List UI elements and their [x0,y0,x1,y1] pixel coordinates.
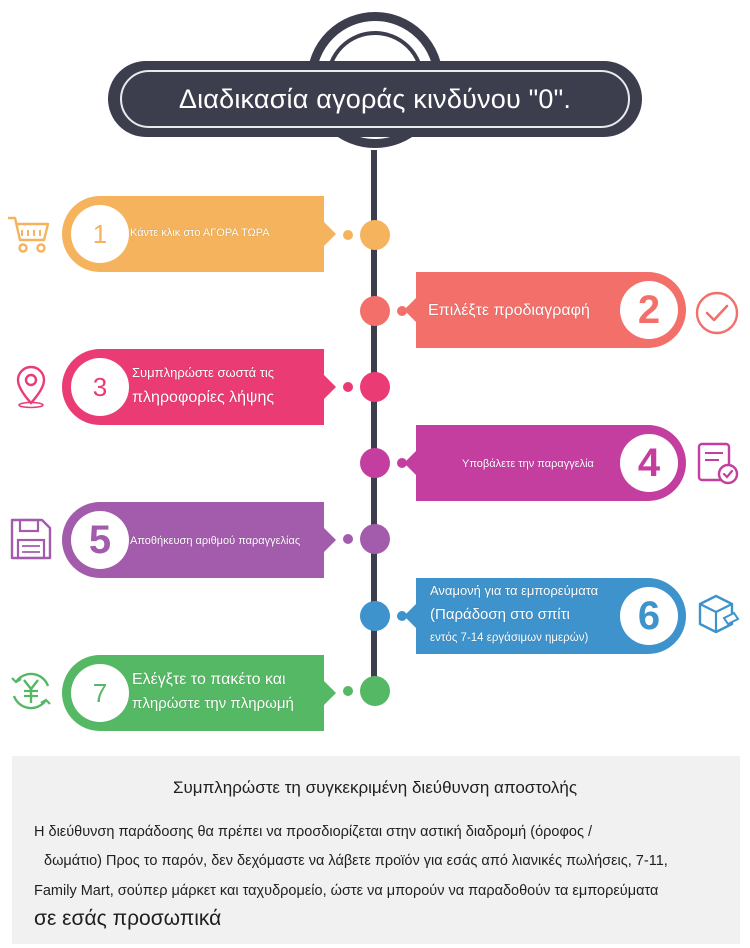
page-title: Διαδικασία αγοράς κινδύνου "0". [178,83,572,114]
step-4-node [360,448,390,478]
shipping-note-line-2: δωμάτιο) Προς το παρόν, δεν δεχόμαστε να λάβετε προϊόν για εσάς από λιανικές πωλήσεις, 7-11, [44,853,668,869]
step-7-number: 7 [92,678,108,708]
shipping-note-line-1: Η διεύθυνση παράδοσης θα πρέπει να προσδιορίζεται στην αστική διαδρομή (όροφος / [34,824,592,840]
step-6-label-line1: Αναμονή για τα εμπορεύματα [430,583,599,598]
step-7-dot [343,686,353,696]
step-6-band [416,578,686,654]
step-4-label: Υποβάλετε την παραγγελία [462,458,594,470]
shopping-cart-icon [6,210,52,256]
step-3-label-line1: Συμπληρώστε σωστά τις [132,365,275,380]
step-7-number-circle [71,664,129,722]
step-6-number: 6 [637,594,661,638]
step-3-band [62,349,324,425]
step-7-band [62,655,324,731]
step-7-label-line2: πληρώστε την πληρωμή [132,695,294,712]
step-1-band [62,196,324,272]
step-4-band [416,425,686,501]
step-3-number: 3 [92,372,108,402]
shipping-note-title: Συμπληρώστε τη συγκεκριμένη διεύθυνση αποστολής [172,778,578,797]
step-5-dot [343,534,353,544]
yen-payment-icon [8,668,54,714]
step-3-dot [343,382,353,392]
checkmark-circle-icon [694,290,740,336]
step-2-number: 2 [637,288,661,332]
step-7-node [360,676,390,706]
order-document-icon [694,440,740,486]
step-4-number-circle [620,434,678,492]
shipping-note-line-3: Family Mart, σούπερ μάρκετ και ταχυδρομείο, ώστε να μπορούν να παραδοθούν τα εμπορεύματα [34,883,659,899]
step-2-dot [397,306,407,316]
step-5-node [360,524,390,554]
package-box-icon [694,592,740,638]
step-4-dot [397,458,407,468]
step-2-band [416,272,686,348]
step-6-number-circle [620,587,678,645]
step-3-label-line2: πληροφορίες λήψης [132,389,275,406]
step-6-node [360,601,390,631]
step-1-label: Κάντε κλικ στο ΑΓΟΡΑ ΤΩΡΑ [130,227,270,239]
step-6-dot [397,611,407,621]
step-5-label: Αποθήκευση αριθμού παραγγελίας [130,535,301,547]
step-2-number-circle [620,281,678,339]
step-7-label-line1: Ελέγξτε το πακέτο και [132,671,286,688]
step-3-number-circle [71,358,129,416]
step-5-band [62,502,324,578]
step-2-label: Επιλέξτε προδιαγραφή [428,302,590,319]
step-4-number: 4 [637,441,661,485]
shipping-note-line-4: σε εσάς προσωπικά [34,907,222,930]
step-5-number-circle [71,511,129,569]
step-6-label-line3: εντός 7-14 εργάσιμων ημερών) [430,632,589,644]
step-3-node [360,372,390,402]
step-2-node [360,296,390,326]
step-1-number: 1 [92,219,108,249]
step-5-number: 5 [88,518,112,562]
step-1-dot [343,230,353,240]
location-pin-icon [8,363,54,409]
step-6-label-line2: (Παράδοση στο σπίτι [430,606,570,623]
floppy-disk-icon [8,516,54,562]
step-1-number-circle [71,205,129,263]
step-1-node [360,220,390,250]
